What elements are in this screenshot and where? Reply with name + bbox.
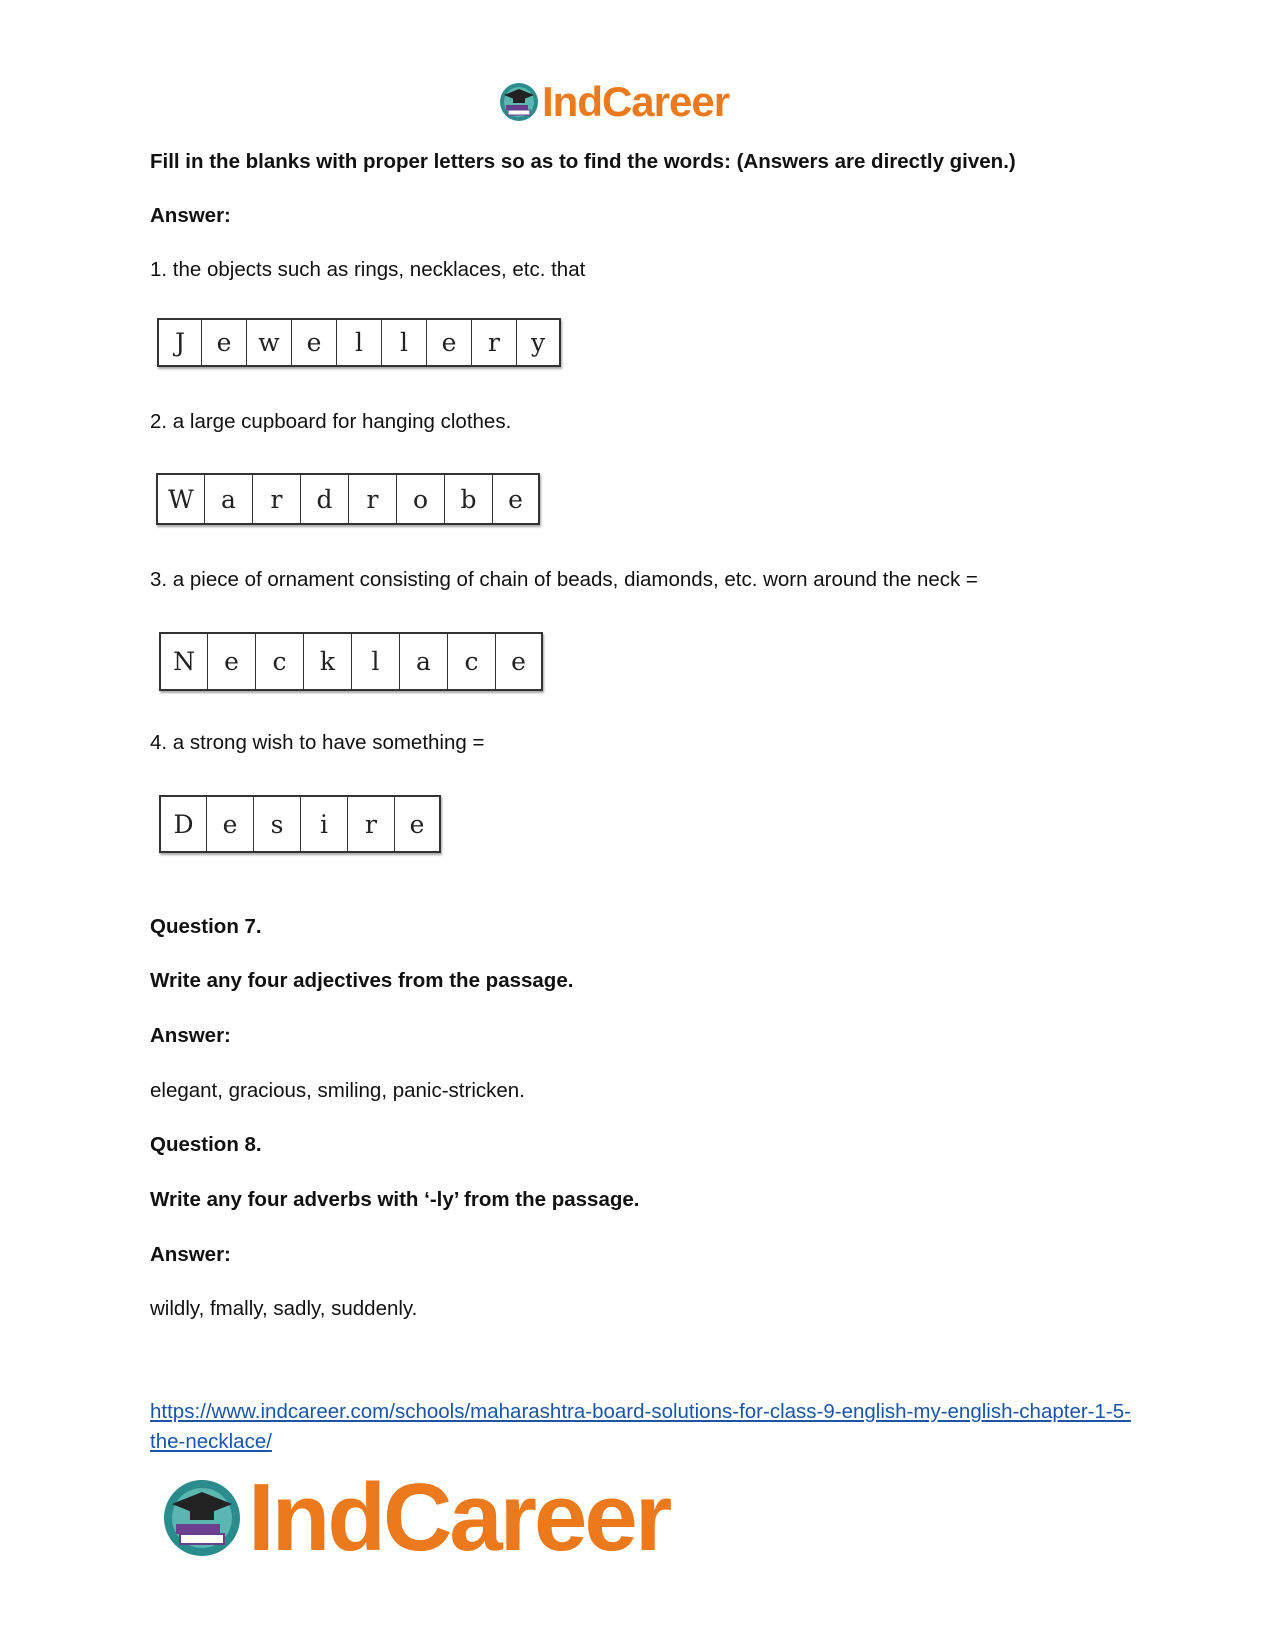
- instruction-heading: Fill in the blanks with proper letters so as to find the words: (Answers are directly given.): [150, 150, 1016, 173]
- answer-label: Answer:: [150, 204, 231, 227]
- graduation-cap-books-icon: [160, 1476, 244, 1560]
- letter-cell: r: [348, 475, 396, 523]
- letter-cell: a: [399, 634, 447, 689]
- letter-cell: w: [246, 320, 291, 365]
- question-8-text: Write any four adverbs with ‘-ly’ from the passage.: [150, 1188, 640, 1211]
- letter-cell: i: [300, 797, 347, 851]
- letter-cell: e: [492, 475, 538, 523]
- letter-cell: e: [495, 634, 541, 689]
- clue-1: 1. the objects such as rings, necklaces, etc. that: [150, 258, 586, 281]
- clue-2: 2. a large cupboard for hanging clothes.: [150, 410, 512, 433]
- letter-cell: e: [426, 320, 471, 365]
- indcareer-logo-bottom: [160, 1463, 669, 1573]
- letter-cell: W: [168, 484, 194, 514]
- letter-grid-1: [157, 318, 561, 367]
- letter-cell: e: [206, 797, 253, 851]
- letter-cell: l: [336, 320, 381, 365]
- letter-cell: b: [444, 475, 492, 523]
- letter-cell: d: [300, 475, 348, 523]
- letter-cell: r: [252, 475, 300, 523]
- brand-wordmark: IndCareer: [542, 78, 730, 125]
- letter-cell: y: [516, 320, 559, 365]
- question-7-text: Write any four adjectives from the passage.: [150, 969, 574, 992]
- letter-grid-3: [159, 632, 543, 691]
- letter-cell: J: [174, 328, 186, 357]
- letter-cell: o: [396, 475, 444, 523]
- clue-4: 4. a strong wish to have something =: [150, 731, 485, 754]
- letter-cell: c: [447, 634, 495, 689]
- letter-grid-4: [159, 795, 441, 853]
- letter-cell: s: [253, 797, 300, 851]
- graduation-cap-books-icon: [498, 81, 540, 123]
- source-link[interactable]: https://www.indcareer.com/schools/maharashtra-board-solutions-for-class-9-english-my-english-chapter-1-5-the-necklace/: [150, 1400, 1131, 1453]
- letter-cell: e: [207, 634, 255, 689]
- indcareer-logo-top: [498, 78, 729, 126]
- letter-cell: e: [291, 320, 336, 365]
- question-7-label: Question 7.: [150, 915, 262, 938]
- question-8-label: Question 8.: [150, 1133, 262, 1156]
- letter-cell: D: [173, 809, 194, 839]
- question-8-answer: wildly, fmally, sadly, suddenly.: [150, 1297, 418, 1320]
- brand-wordmark: IndCareer: [248, 1464, 670, 1571]
- letter-cell: r: [347, 797, 394, 851]
- question-7-answer-label: Answer:: [150, 1024, 231, 1047]
- letter-cell: k: [303, 634, 351, 689]
- letter-cell: a: [204, 475, 252, 523]
- letter-cell: l: [351, 634, 399, 689]
- letter-cell: N: [173, 647, 195, 676]
- letter-cell: l: [381, 320, 426, 365]
- question-8-answer-label: Answer:: [150, 1243, 231, 1266]
- question-7-answer: elegant, gracious, smiling, panic-stricken.: [150, 1079, 525, 1102]
- letter-cell: e: [394, 797, 439, 851]
- letter-cell: r: [471, 320, 516, 365]
- letter-cell: c: [255, 634, 303, 689]
- letter-cell: e: [201, 320, 246, 365]
- clue-3: 3. a piece of ornament consisting of chain of beads, diamonds, etc. worn around the neck =: [150, 568, 978, 591]
- letter-grid-2: [156, 473, 540, 525]
